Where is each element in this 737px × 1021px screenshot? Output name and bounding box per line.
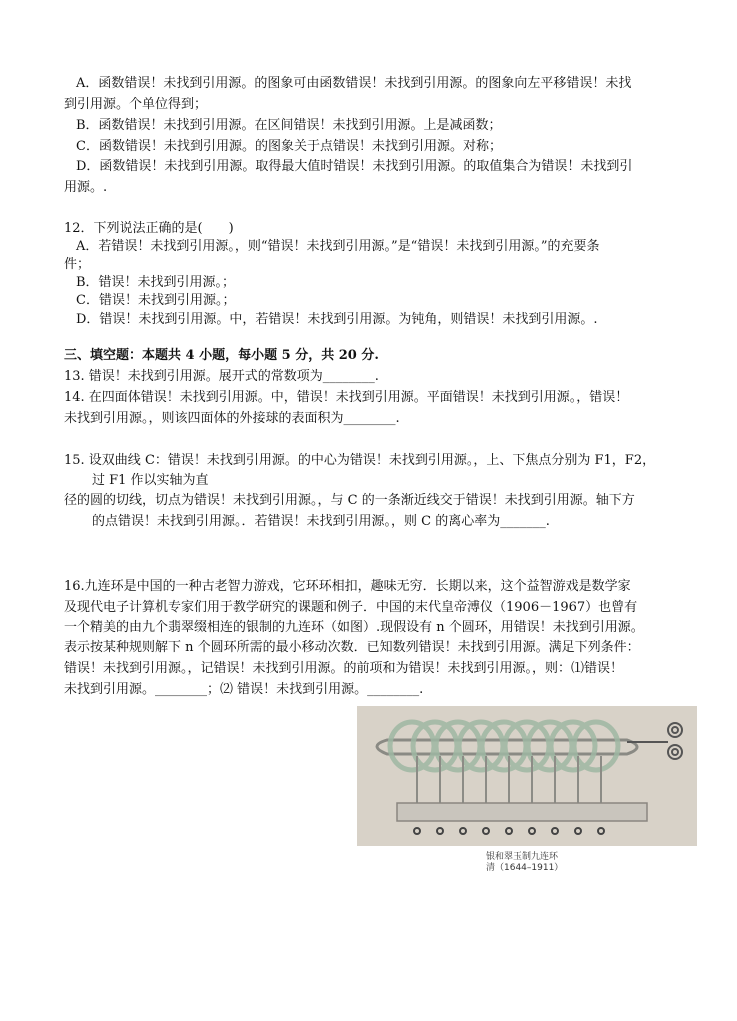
q11-option-d-line1: D．函数错误！未找到引用源。取得最大值时错误！未找到引用源。的取值集合为错误！未找到引 [76,159,633,174]
q16-line6: 未找到引用源。________；⑵ 错误！未找到引用源。________. [64,682,424,697]
q13: 13. 错误！未找到引用源。展开式的常数项为________. [64,369,379,384]
q11-option-c: C．函数错误！未找到引用源。的图象关于点错误！未找到引用源。对称； [76,139,502,154]
q14-line2: 未找到引用源。，则该四面体的外接球的表面积为________. [64,411,400,426]
q11-option-b: B．函数错误！未找到引用源。在区间错误！未找到引用源。上是减函数； [76,118,502,133]
q11-option-d-line2: 用源。. [64,180,108,195]
q14-line1: 14. 在四面体错误！未找到引用源。中，错误！未找到引用源。平面错误！未找到引用源。，错误！ [64,390,629,405]
q16-line2: 及现代电子计算机专家们用于教学研究的课题和例子．中国的末代皇帝溥仪（1906－1967）也曾有 [64,600,638,615]
q15-line1: 15. 设双曲线 C：错误！未找到引用源。的中心为错误！未找到引用源。，上、下焦点分别为 F1，F2， [64,453,656,468]
q11-option-a-line2: 到引用源。个单位得到； [64,97,208,112]
q16-line3: 一个精美的由九个翡翠缀相连的银制的九连环（如图）.现假设有 n 个圆环，用错误！未找到引用源。 [64,620,644,635]
nine-linked-rings-illustration [357,706,697,846]
section-fill-in-heading: 三、填空题：本题共 4 小题，每小题 5 分，共 20 分. [64,348,379,363]
q12-stem: 12．下列说法正确的是( ) [64,221,234,236]
q11-option-a-line1: A．函数错误！未找到引用源。的图象可由函数错误！未找到引用源。的图象向左平移错误！未找 [76,76,632,91]
q16-line1: 16.九连环是中国的一种古老智力游戏，它环环相扣，趣味无穷．长期以来，这个益智游戏是数学家 [64,579,631,594]
q12-option-a-line2: 件； [64,257,91,272]
q16-line4: 表示按某种规则解下 n 个圆环所需的最小移动次数．已知数列错误！未找到引用源。满足下列条件： [64,640,640,655]
figure-caption-line1: 银和翠玉制九连环 [486,852,559,862]
q12-option-b: B．错误！未找到引用源。； [76,275,236,290]
q16-line5: 错误！未找到引用源。，记错误！未找到引用源。的前项和为错误！未找到引用源。，则：⑴错误！ [64,661,624,676]
q15-line4: 的点错误！未找到引用源。．若错误！未找到引用源。，则 C 的离心率为_______. [92,514,550,529]
figure-caption [486,852,563,874]
q15-line3: 径的圆的切线，切点为错误！未找到引用源。，与 C 的一条渐近线交于错误！未找到引用源。轴下方 [64,493,635,508]
q12-option-d: D．错误！未找到引用源。中，若错误！未找到引用源。为钝角，则错误！未找到引用源。. [76,312,598,327]
q15-line2: 过 F1 作以实轴为直 [92,473,209,488]
nine-linked-rings-photo [357,706,697,846]
q12-option-c: C．错误！未找到引用源。； [76,293,236,308]
figure-caption-line2: 清（1644–1911） [486,863,564,873]
q12-option-a-line1: A．若错误！未找到引用源。，则“错误！未找到引用源。”是“错误！未找到引用源。”的充要条 [76,239,600,254]
